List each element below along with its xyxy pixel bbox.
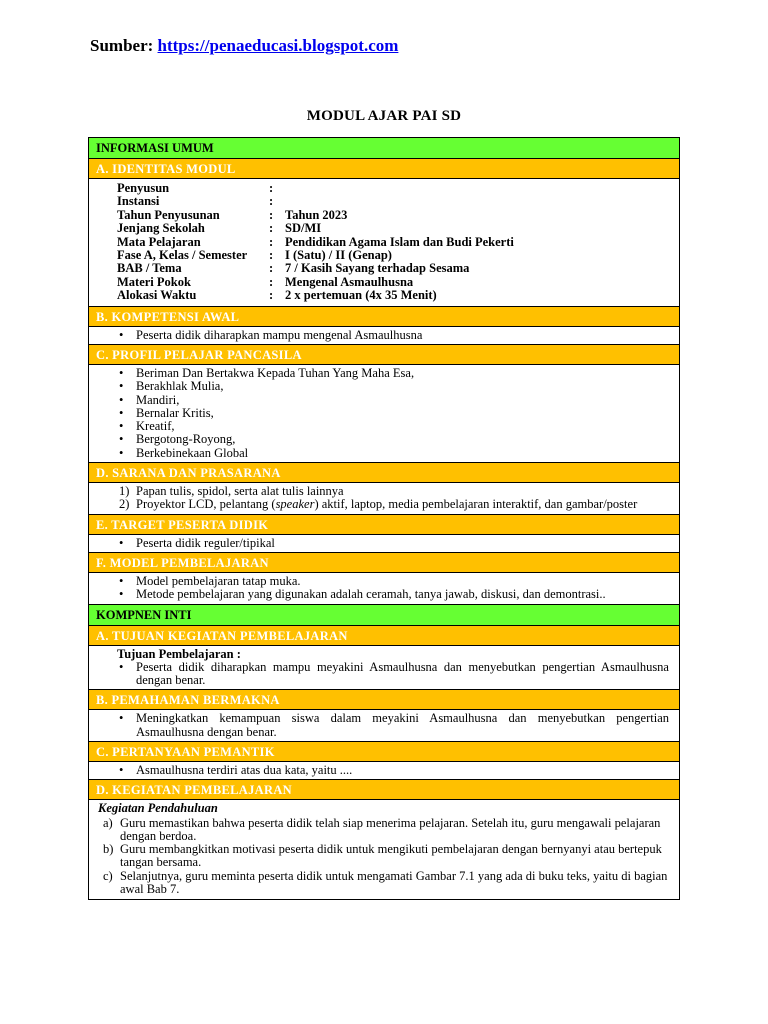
- list-item: • Berakhlak Mulia,: [117, 380, 669, 393]
- identitas-row: Instansi :: [117, 194, 274, 209]
- list-item: • Peserta didik diharapkan mampu mengenal Asmaulhusna: [117, 329, 669, 342]
- list-item: • Mandiri,: [117, 394, 669, 407]
- identitas-row: Penyusun :: [117, 181, 274, 195]
- kompetensi-block: [89, 327, 679, 345]
- identitas-row: Jenjang Sekolah : SD/MI: [117, 221, 322, 236]
- list-item: • Kreatif,: [117, 420, 669, 433]
- list-item: c) Selanjutnya, guru meminta peserta didik untuk mengamati Gambar 7.1 yang ada di buku teks, yaitu di bagian awal Bab 7.: [103, 868, 668, 897]
- heading-kegiatan-pembelajaran: D. KEGIATAN PEMBELAJARAN: [89, 780, 679, 800]
- identitas-row: BAB / Tema : 7 / Kasih Sayang terhadap Sesama: [117, 261, 470, 276]
- list-item: a) Guru memastikan bahwa peserta didik telah siap menerima pelajaran. Setelah itu, guru mengawali pelajaran dengan berdoa.: [103, 815, 661, 843]
- source-line: [90, 36, 398, 56]
- list-item: • Bergotong-Royong,: [117, 433, 669, 446]
- document-title: MODUL AJAR PAI SD: [306, 108, 462, 124]
- identitas-row: Fase A, Kelas / Semester : I (Satu) / II (Genap): [117, 248, 392, 263]
- list-item: 2) Proyektor LCD, pelantang (speaker) aktif, laptop, media pembelajaran interaktif, dan gambar/poster: [119, 497, 638, 512]
- heading-sarana-prasarana: D. SARANA DAN PRASARANA: [89, 463, 679, 483]
- list-item: • Berkebinekaan Global: [117, 447, 669, 460]
- identitas-row: Materi Pokok : Mengenal Asmaulhusna: [117, 274, 414, 289]
- identitas-row: Mata Pelajaran : Pendidikan Agama Islam dan Budi Pekerti: [117, 234, 514, 249]
- identitas-block: [89, 179, 679, 307]
- list-item: • Peserta didik diharapkan mampu meyakini Asmaulhusna dan menyebutkan pengertian Asmaulhusna dengan benar.: [117, 661, 669, 688]
- list-item: • Meningkatkan kemampuan siswa dalam meyakini Asmaulhusna dan menyebutkan pengertian Asmaulhusna dengan benar.: [117, 712, 669, 739]
- module-table: [88, 137, 680, 900]
- heading-identitas-modul: A. IDENTITAS MODUL: [89, 159, 679, 179]
- section-informasi-umum: INFORMASI UMUM: [89, 138, 679, 159]
- kegiatan-block: [89, 800, 679, 899]
- heading-model-pembelajaran: F. MODEL PEMBELAJARAN: [89, 553, 679, 573]
- sarana-block: [89, 483, 679, 515]
- list-item: 1) Papan tulis, spidol, serta alat tulis lainnya: [119, 484, 344, 499]
- heading-pertanyaan-pemantik: C. PERTANYAAN PEMANTIK: [89, 742, 679, 762]
- model-block: [89, 573, 679, 605]
- list-item: • Beriman Dan Bertakwa Kepada Tuhan Yang Maha Esa,: [117, 367, 669, 380]
- pertanyaan-block: [89, 762, 679, 780]
- tujuan-block: [89, 646, 679, 691]
- list-item: b) Guru membangkitkan motivasi peserta didik untuk mengikuti pembelajaran dengan bernyanyi atau bertepuk tangan bersama.: [103, 842, 662, 870]
- list-item: • Asmaulhusna terdiri atas dua kata, yaitu ....: [117, 764, 669, 777]
- pemahaman-block: [89, 710, 679, 742]
- heading-tujuan-kegiatan: A. TUJUAN KEGIATAN PEMBELAJARAN: [89, 626, 679, 646]
- heading-kompetensi-awal: B. KOMPETENSI AWAL: [89, 307, 679, 327]
- identitas-row: Tahun Penyusunan : Tahun 2023: [117, 207, 348, 222]
- profil-block: [89, 365, 679, 463]
- heading-target-peserta: E. TARGET PESERTA DIDIK: [89, 515, 679, 535]
- list-item: • Model pembelajaran tatap muka.: [117, 575, 669, 588]
- tujuan-subheading: Tujuan Pembelajaran :: [117, 646, 241, 661]
- list-item: • Peserta didik reguler/tipikal: [117, 537, 669, 550]
- source-label: Sumber:: [90, 36, 154, 55]
- heading-profil-pelajar: C. PROFIL PELAJAR PANCASILA: [89, 345, 679, 365]
- heading-pemahaman-bermakna: B. PEMAHAMAN BERMAKNA: [89, 690, 679, 710]
- kegiatan-subheading: Kegiatan Pendahuluan: [98, 801, 218, 816]
- list-item: • Bernalar Kritis,: [117, 407, 669, 420]
- source-link[interactable]: https://penaeducasi.blogspot.com: [157, 36, 399, 55]
- list-item: • Metode pembelajaran yang digunakan adalah ceramah, tanya jawab, diskusi, dan demontrasi..: [117, 588, 669, 601]
- identitas-row: Alokasi Waktu : 2 x pertemuan (4x 35 Menit): [117, 288, 437, 303]
- section-komponen-inti: KOMPNEN INTI: [89, 605, 679, 626]
- target-block: [89, 535, 679, 553]
